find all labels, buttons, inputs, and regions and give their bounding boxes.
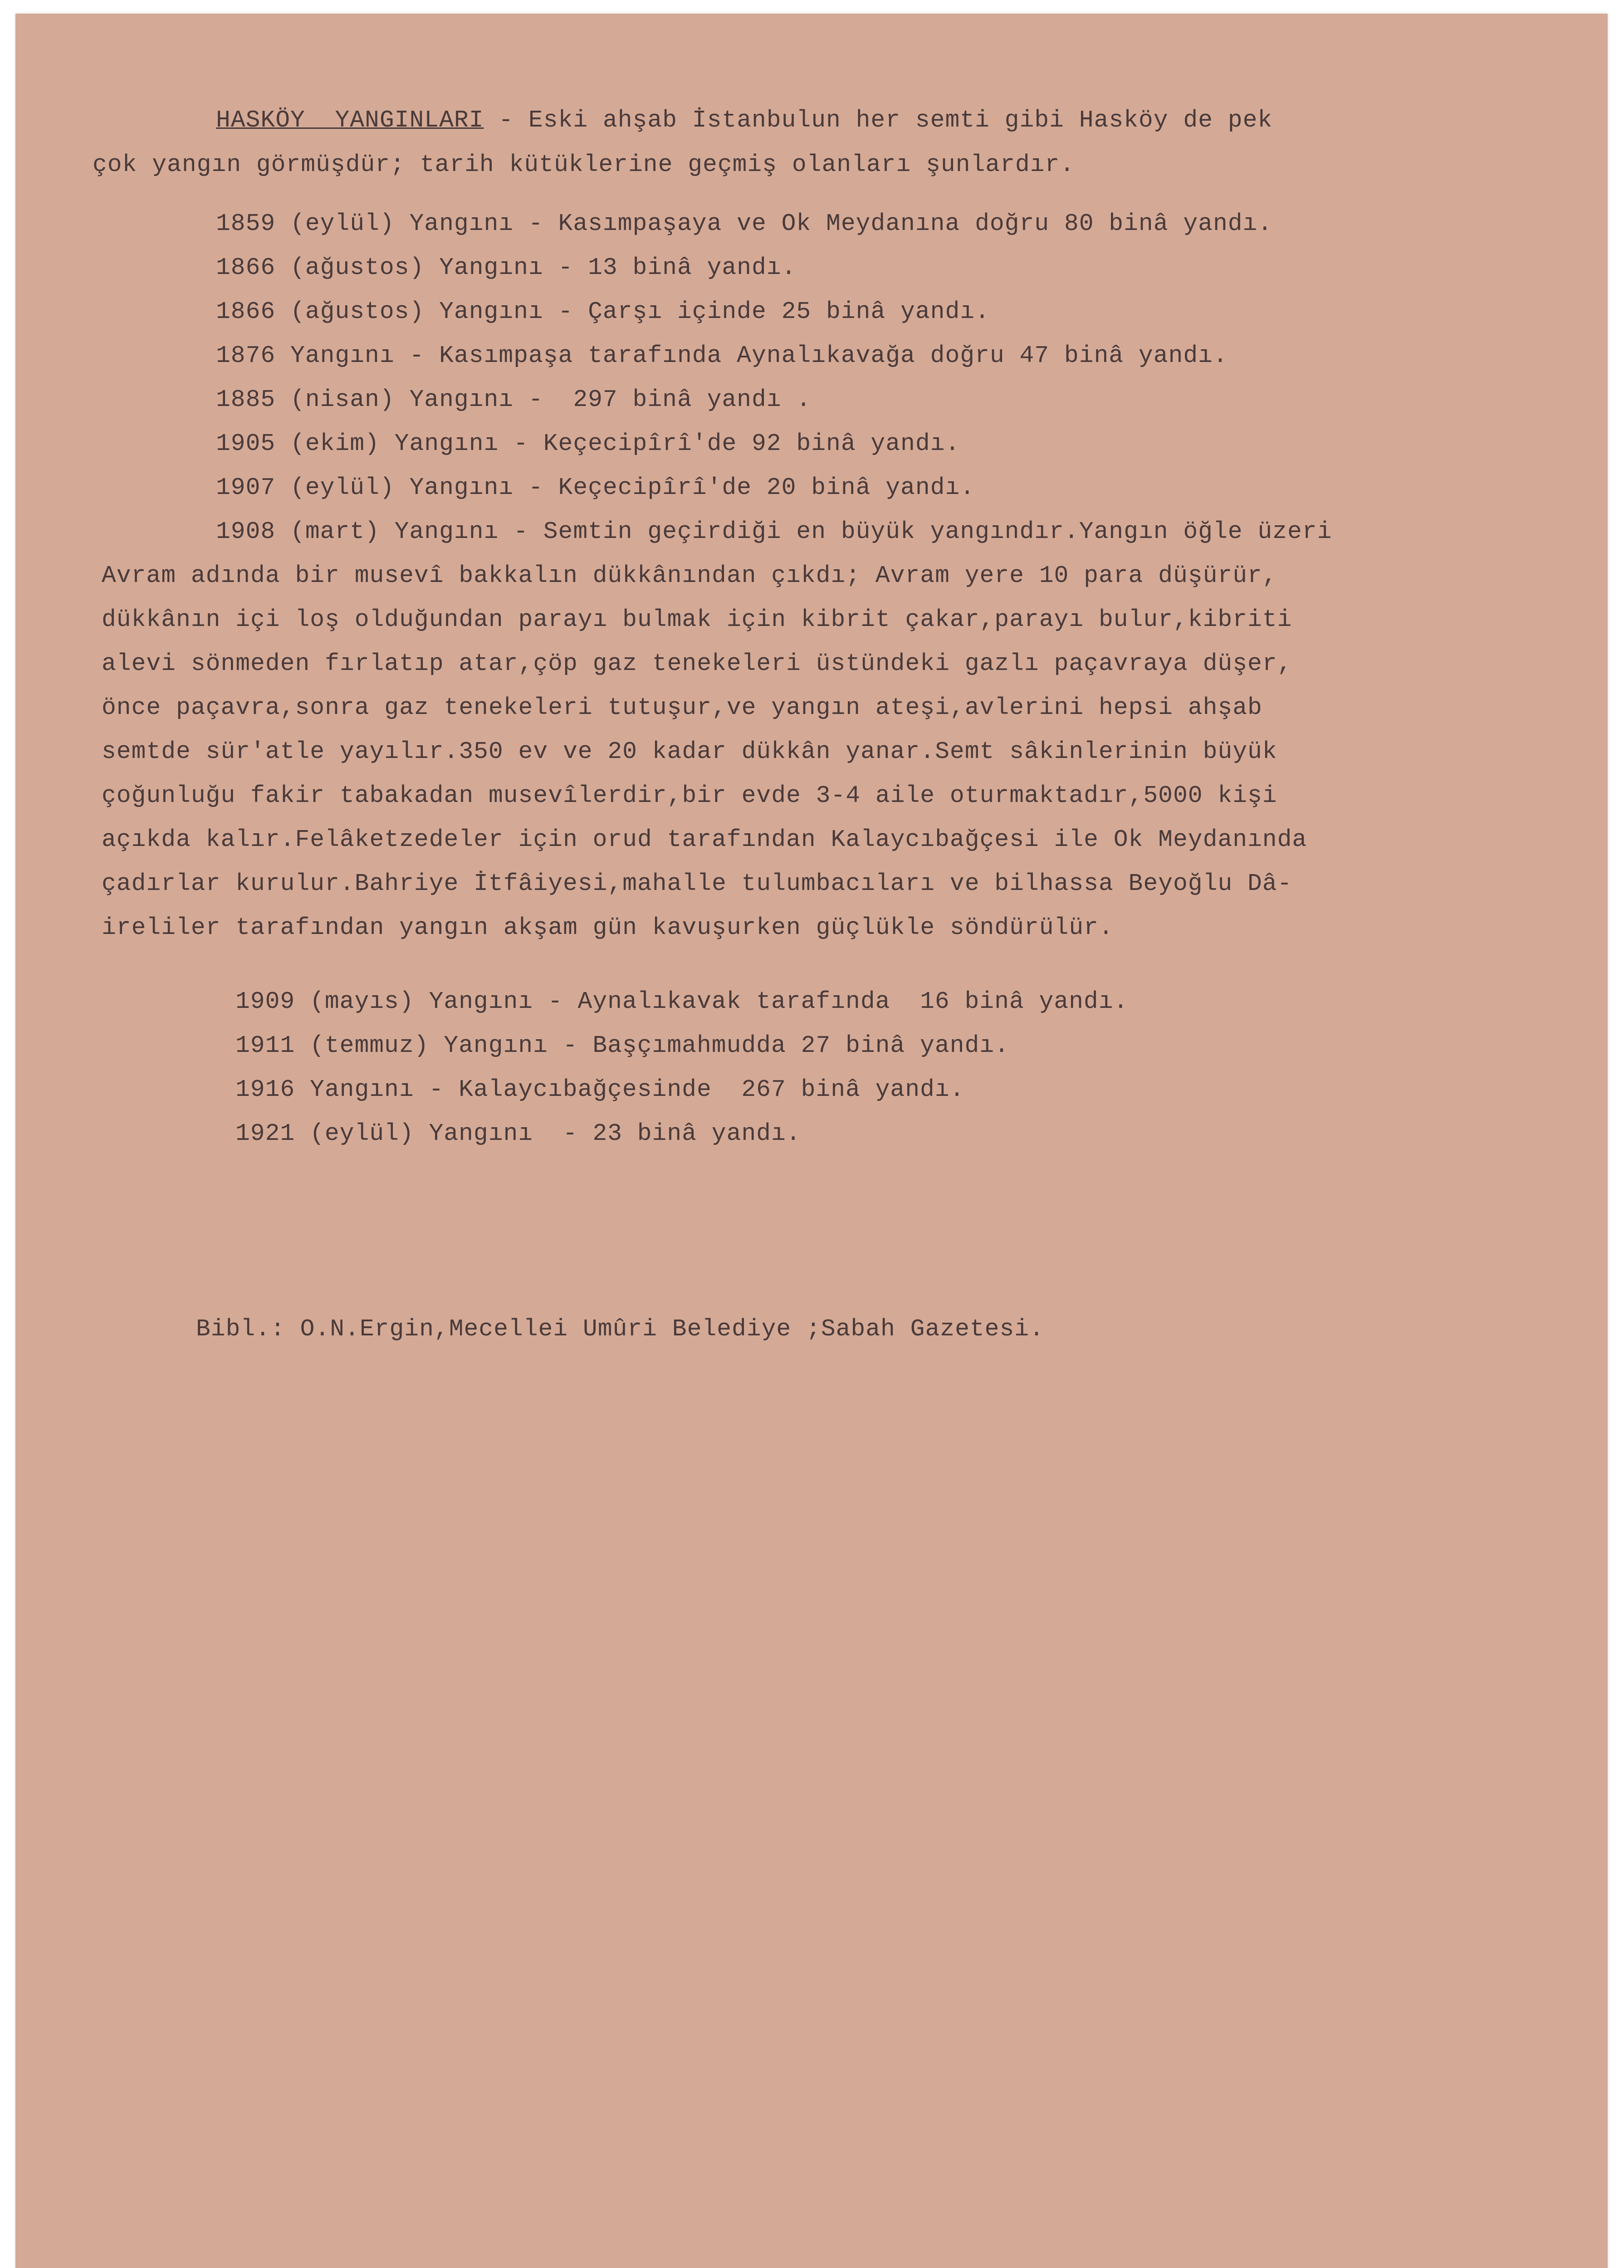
fire-entry: 1908 (mart) Yangını - Semtin geçirdiği en büyük yangındır.Yangın öğle üzeri	[216, 518, 1332, 545]
fire-entry: 1909 (mayıs) Yangını - Aynalıkavak tarafında 16 binâ yandı.	[235, 988, 1129, 1015]
fire-entry: 1905 (ekim) Yangını - Keçecipîrî'de 92 binâ yandı.	[216, 430, 960, 457]
fire-entry: 1866 (ağustos) Yangını - 13 binâ yandı.	[216, 254, 797, 281]
paragraph-line: çadırlar kurulur.Bahriye İtfâiyesi,mahalle tulumbacıları ve bilhassa Beyoğlu Dâ-	[102, 870, 1292, 897]
paragraph-line: çoğunluğu fakir tabakadan musevîlerdir,bir evde 3-4 aile oturmaktadır,5000 kişi	[102, 782, 1277, 809]
fire-entry: 1921 (eylül) Yangını - 23 binâ yandı.	[235, 1120, 801, 1147]
paragraph-line: ireliler tarafından yangın akşam gün kavuşurken güçlükle söndürülür.	[102, 914, 1114, 941]
fire-entry: 1866 (ağustos) Yangını - Çarşı içinde 25 binâ yandı.	[216, 298, 990, 325]
fire-entry: 1859 (eylül) Yangını - Kasımpaşaya ve Ok Meydanına doğru 80 binâ yandı.	[216, 210, 1273, 237]
fire-entry: 1916 Yangını - Kalaycıbağçesinde 267 binâ yandı.	[235, 1076, 965, 1103]
paragraph-line: alevi sönmeden fırlatıp atar,çöp gaz tenekeleri üstündeki gazlı paçavraya düşer,	[102, 650, 1292, 677]
paragraph-line: açıkda kalır.Felâketzedeler için orud tarafından Kalaycıbağçesi ile Ok Meydanında	[102, 826, 1307, 853]
fire-entry: 1885 (nisan) Yangını - 297 binâ yandı .	[216, 386, 812, 413]
paragraph-line: dükkânın içi loş olduğundan parayı bulmak için kibrit çakar,parayı bulur,kibriti	[102, 606, 1292, 633]
typewritten-page	[15, 14, 1608, 2268]
fire-entry: 1907 (eylül) Yangını - Keçecipîrî'de 20 binâ yandı.	[216, 474, 975, 501]
paragraph-line: Avram adında bir musevî bakkalın dükkânından çıkdı; Avram yere 10 para düşürür,	[102, 562, 1277, 589]
intro-text: - Eski ahşab İstanbulun her semti gibi Hasköy de pek	[484, 107, 1273, 134]
paragraph-line: önce paçavra,sonra gaz tenekeleri tutuşur,ve yangın ateşi,avlerini hepsi ahşab	[102, 694, 1262, 721]
intro-line-2: çok yangın görmüşdür; tarih kütüklerine geçmiş olanları şunlardır.	[93, 151, 1075, 178]
intro-line-1	[216, 107, 1272, 134]
paragraph-line: semtde sür'atle yayılır.350 ev ve 20 kadar dükkân yanar.Semt sâkinlerinin büyük	[102, 738, 1277, 765]
fire-entry: 1911 (temmuz) Yangını - Başçımahmudda 27 binâ yandı.	[235, 1032, 1009, 1059]
bibliography: Bibl.: O.N.Ergin,Mecellei Umûri Belediye ;Sabah Gazetesi.	[196, 1315, 1044, 1343]
document-heading: HASKÖY YANGINLARI	[216, 107, 484, 134]
fire-entry: 1876 Yangını - Kasımpaşa tarafında Aynalıkavağa doğru 47 binâ yandı.	[216, 342, 1228, 369]
